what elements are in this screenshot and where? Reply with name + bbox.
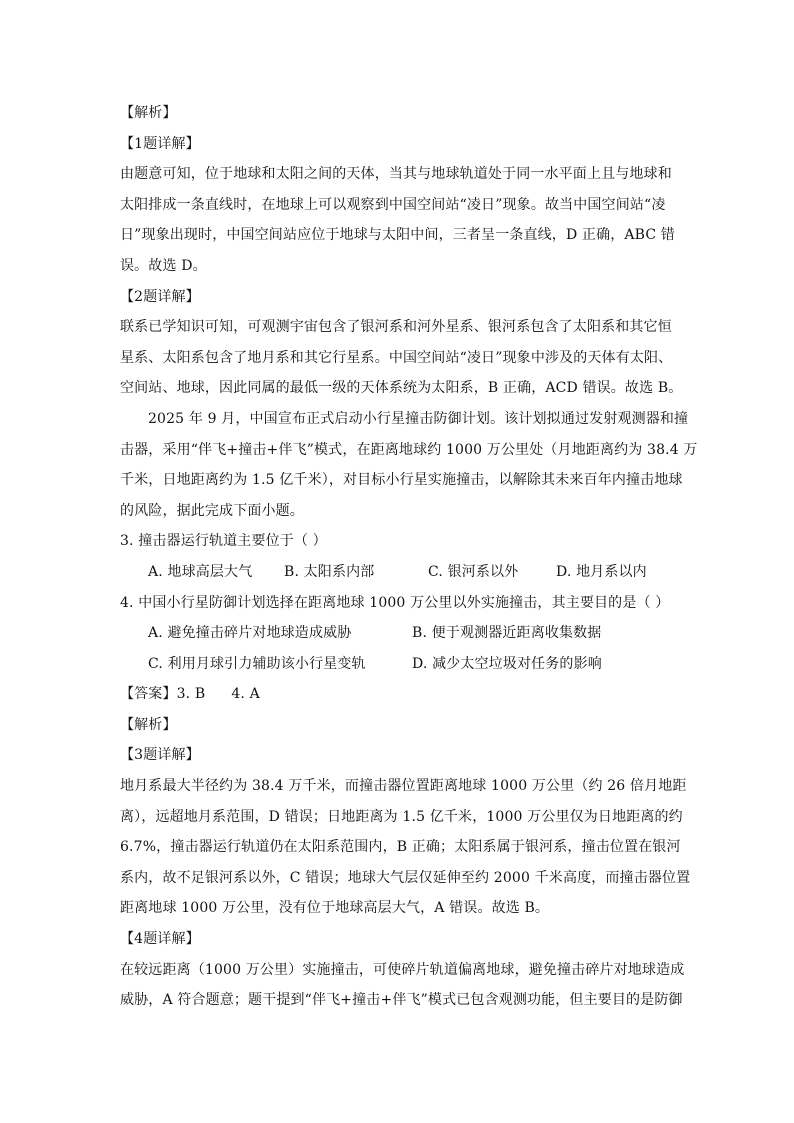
q3-option-d: D. 地月系以内 (556, 563, 647, 580)
q4-option-c: C. 利用月球引力辅助该小行星变轨 (148, 655, 366, 672)
answer-q4: 4. A (231, 686, 260, 703)
q4-detail-line: 在较远距离（1000 万公里）实施撞击，可使碎片轨道偏离地球，避免撞击碎片对地球造成 (120, 961, 685, 978)
q1-detail-line: 太阳排成一条直线时，在地球上可以观察到中国空间站“凌日”现象。故当中国空间站“凌 (120, 196, 666, 213)
analysis-heading: 【解析】 (120, 105, 177, 121)
material-line: 击器，采用“伴飞+撞击+伴飞”模式，在距离地球约 1000 万公里处（月地距离约为 38.4 万 (120, 441, 698, 458)
q2-detail-line: 空间站、地球，因此同属的最低一级的天体系统为太阳系，B 正确，ACD 错误。故选 B。 (120, 380, 683, 397)
document-content (120, 98, 698, 1016)
answer-line (120, 679, 680, 710)
q1-detail-line: 误。故选 D。 (120, 257, 207, 274)
q2-detail-line: 联系已学知识可知，可观测宇宙包含了银河系和河外星系、银河系包含了太阳系和其它恒 (120, 319, 672, 336)
q3-detail-line: 系内，故不足银河系以外，C 错误；地球大气层仅延伸至约 2000 千米高度，而撞击器位置 (120, 869, 691, 886)
q1-detail-heading: 【1题详解】 (120, 135, 200, 152)
q2-detail-line: 星系、太阳系包含了地月系和其它行星系。中国空间站“凌日”现象中涉及的天体有太阳、 (120, 349, 673, 366)
q1-detail-line: 日”现象出现时，中国空间站应位于地球与太阳中间，三者呈一条直线，D 正确，ABC 错 (120, 227, 675, 244)
q4-detail-heading: 【4题详解】 (120, 931, 200, 948)
q3-detail-line: 6.7%，撞击器运行轨道仍在太阳系范围内，B 正确；太阳系属于银河系，撞击位置在银河 (120, 839, 681, 856)
q4-option-b: B. 便于观测器近距离收集数据 (412, 625, 602, 642)
q4-options-row1 (120, 618, 680, 649)
q3-stem: 3. 撞击器运行轨道主要位于（ ） (120, 533, 327, 550)
q4-options-row2 (120, 649, 680, 680)
q4-detail-line: 威胁，A 符合题意；题干提到“伴飞+撞击+伴飞”模式已包含观测功能，但主要目的是防御 (120, 992, 683, 1009)
q4-stem: 4. 中国小行星防御计划选择在距离地球 1000 万公里以外实施撞击，其主要目的是（ ） (120, 594, 670, 611)
q3-detail-line: 离），远超地月系范围，D 错误；日地距离为 1.5 亿千米，1000 万公里仅为日地距离的约 (120, 808, 683, 825)
q4-option-d: D. 减少太空垃圾对任务的影响 (412, 655, 602, 672)
analysis-heading: 【解析】 (120, 716, 177, 733)
q3-detail-heading: 【3题详解】 (120, 747, 200, 764)
material-line: 2025 年 9 月，中国宣布正式启动小行星撞击防御计划。该计划拟通过发射观测器和撞 (148, 410, 689, 427)
q3-detail-line: 地月系最大半径约为 38.4 万千米，而撞击器位置距离地球 1000 万公里（约 26 倍月地距 (120, 778, 687, 795)
material-line: 的风险，据此完成下面小题。 (120, 502, 304, 519)
answer-label: 【答案】 (120, 686, 177, 703)
material-line: 千米，日地距离约为 1.5 亿千米），对目标小行星实施撞击，以解除其未来百年内撞击地球 (120, 472, 683, 489)
q2-detail-heading: 【2题详解】 (120, 288, 200, 305)
q1-detail-line: 由题意可知，位于地球和太阳之间的天体，当其与地球轨道处于同一水平面上且与地球和 (120, 166, 672, 183)
q3-option-a: A. 地球高层大气 (148, 563, 253, 580)
q3-option-b: B. 太阳系内部 (284, 563, 375, 580)
q4-option-a: A. 避免撞击碎片对地球造成威胁 (148, 625, 352, 642)
answer-q3: 3. B (176, 686, 206, 703)
q3-detail-line: 距离地球 1000 万公里，没有位于地球高层大气，A 错误。故选 B。 (120, 900, 550, 917)
q3-option-c: C. 银河系以外 (428, 563, 519, 580)
q3-options (120, 557, 680, 588)
